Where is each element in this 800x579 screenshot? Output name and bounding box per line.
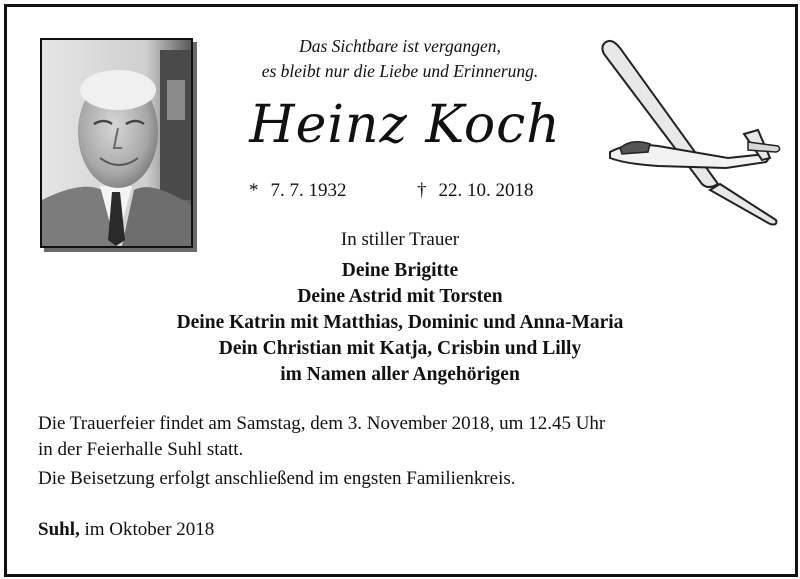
birth-date: 7. 7. 1932 [270,180,347,201]
family-list [60,258,740,388]
funeral-line-2: in der Feierhalle Suhl statt. [38,439,244,460]
family-member: Deine Astrid mit Torsten [297,286,503,307]
death-date-line [417,178,534,204]
date-line: im Oktober 2018 [84,519,215,540]
family-member: Deine Brigitte [341,260,459,281]
deceased-name: Heinz Koch [249,95,561,155]
portrait-image [42,40,191,246]
birth-date-line [249,178,347,204]
portrait-photo [40,38,193,248]
family-member: im Namen aller Angehörigen [280,364,520,385]
quote-line-2: es bleibt nur die Liebe und Erinnerung. [261,61,539,81]
burial-info: Die Beisetzung erfolgt anschließend im engsten Familienkreis. [38,468,516,489]
family-member: Dein Christian mit Katja, Crisbin und Lilly [218,338,582,359]
quote-line-1: Das Sichtbare ist vergangen, [299,36,501,56]
memorial-quote [215,34,585,84]
mourning-intro: In stiller Trauer [340,229,460,250]
birth-symbol: * [249,180,259,201]
glider-icon [598,34,788,234]
funeral-line-1: Die Trauerfeier findet am Samstag, dem 3. November 2018, um 12.45 Uhr [38,413,606,434]
place-and-date [38,517,214,543]
place-name: Suhl, [38,519,80,540]
family-member: Deine Katrin mit Matthias, Dominic und Anna-Maria [176,312,624,333]
death-date: 22. 10. 2018 [438,180,534,201]
death-symbol: † [417,180,427,201]
funeral-info [38,411,738,463]
